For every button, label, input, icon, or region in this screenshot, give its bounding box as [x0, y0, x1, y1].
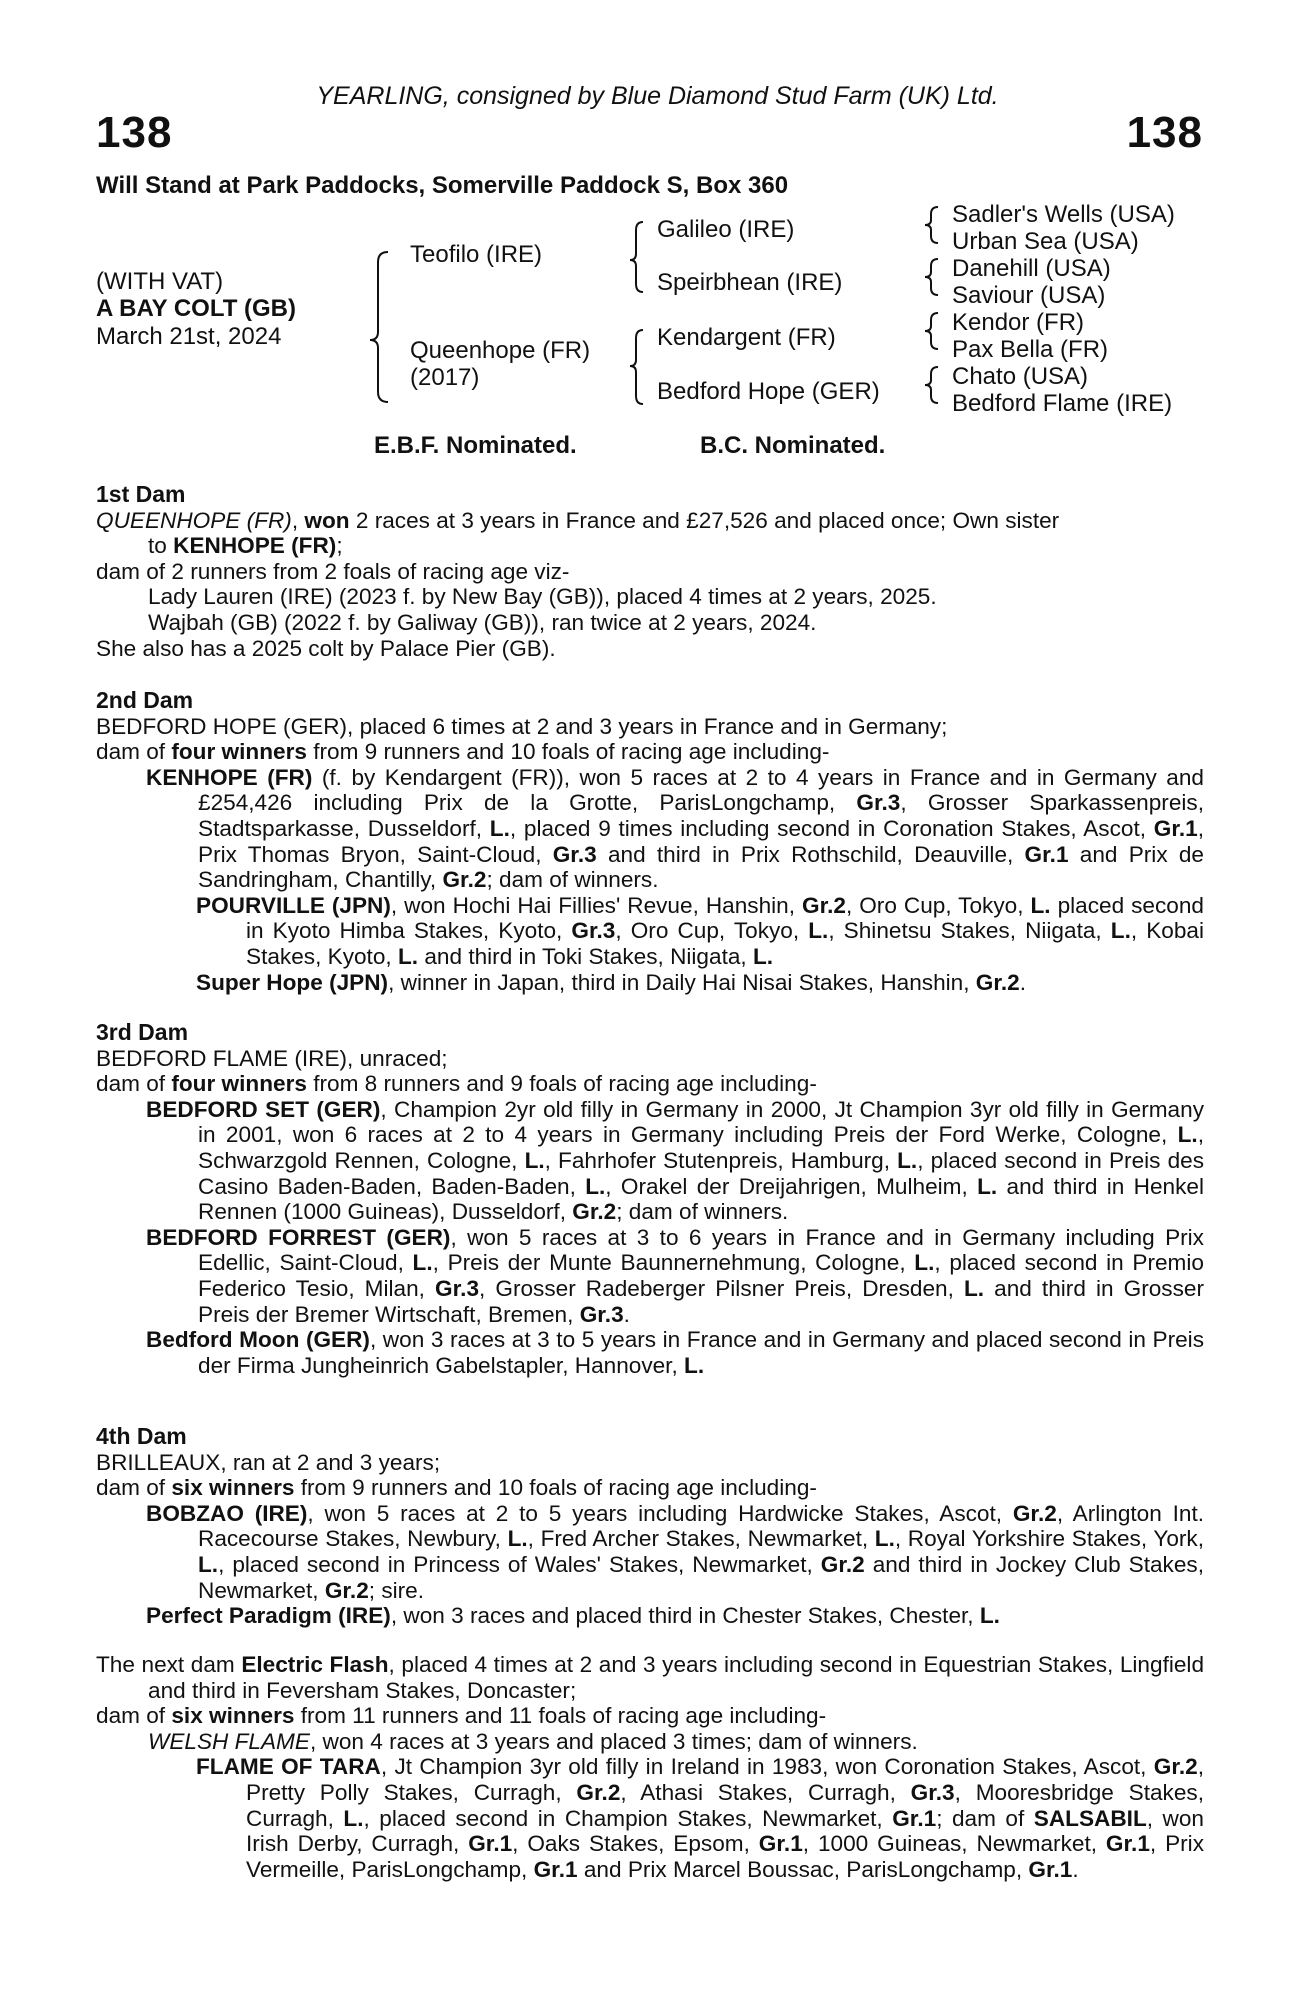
- bc-nomination: B.C. Nominated.: [700, 432, 886, 459]
- second-dam-heading: 2nd Dam: [96, 687, 194, 713]
- ped-sds: Danehill (USA): [952, 255, 1111, 282]
- ped-ssd: Urban Sea (USA): [952, 228, 1139, 255]
- ped-ddd: Bedford Flame (IRE): [952, 390, 1173, 417]
- stand-location: Will Stand at Park Paddocks, Somerville Paddock S, Box 360: [96, 172, 789, 199]
- brace-dam: [630, 330, 643, 404]
- next-dam-produce: dam of six winners from 11 runners and 11 foals of racing age including-: [96, 1703, 827, 1729]
- bedford-forrest-name: BEDFORD FORREST (GER): [146, 1224, 451, 1250]
- bedford-set-entry: BEDFORD SET (GER), Champion 2yr old filly in Germany in 2000, Jt Champion 3yr old filly in Germany in 2001, won 6 races at 2 to 4 years in Germany including Preis der Ford Werke, Cologne, L., Schwarzgold Rennen, Cologne, L., Fahrhofer Stutenpreis, Hamburg, L., placed second in Preis des Casino Baden-Baden, Baden-Baden, L., Orakel der Dreijahrigen, Mulheim, L. and third in Henkel Rennen (1000 Guineas), Dusseldorf, Gr.2; dam of winners.: [146, 1096, 1204, 1225]
- horse-name: A BAY COLT (GB): [96, 295, 297, 322]
- fourth-dam-record: BRILLEAUX, ran at 2 and 3 years;: [96, 1449, 441, 1475]
- lot-number-left: 138: [96, 108, 173, 157]
- welsh-flame-name: WELSH FLAME: [148, 1728, 310, 1754]
- second-dam-record: BEDFORD HOPE (GER), placed 6 times at 2 and 3 years in France and in Germany;: [96, 713, 948, 739]
- brace-bedfordhope: [925, 367, 938, 403]
- dam: Queenhope (FR): [410, 337, 591, 364]
- lot-number-right: 138: [1126, 108, 1203, 157]
- bobzao-entry: BOBZAO (IRE), won 5 races at 2 to 5 years including Hardwicke Stakes, Ascot, Gr.2, Arlington Int. Racecourse Stakes, Newbury, L., Fred Archer Stakes, Newmarket, L., Royal Yorkshire Stakes, York, L., placed second in Princess of Wales' Stakes, Newmarket, Gr.2 and third in Jockey Club Stakes, Newmarket, Gr.2; sire.: [146, 1500, 1204, 1603]
- super-hope-name: Super Hope (JPN): [196, 969, 389, 995]
- horse-dob: March 21st, 2024: [96, 323, 282, 350]
- bedford-moon-name: Bedford Moon (GER): [146, 1327, 370, 1353]
- third-dam-produce: dam of four winners from 8 runners and 9 foals of racing age including-: [96, 1071, 817, 1097]
- foal-1: Lady Lauren (IRE) (2023 f. by New Bay (GB)), placed 4 times at 2 years, 2025.: [148, 584, 937, 610]
- perfect-paradigm-entry: Perfect Paradigm (IRE), won 3 races and placed third in Chester Stakes, Chester, L.: [146, 1603, 1000, 1629]
- vat-note: (WITH VAT): [96, 268, 224, 295]
- brace-galileo: [925, 207, 938, 243]
- second-dam-section: [96, 688, 1204, 995]
- ped-dsd: Pax Bella (FR): [952, 336, 1109, 363]
- ped-dss: Kendor (FR): [952, 309, 1085, 336]
- ped-sss: Sadler's Wells (USA): [952, 201, 1175, 228]
- kenhope-name: KENHOPE (FR): [146, 764, 313, 790]
- ebf-nomination: E.B.F. Nominated.: [374, 432, 577, 459]
- first-dam-record: QUEENHOPE (FR), won 2 races at 3 years in France and £27,526 and placed once; Own sister to KENHOPE (FR);: [96, 507, 1060, 559]
- fourth-dam-heading: 4th Dam: [96, 1423, 187, 1449]
- first-dam-heading: 1st Dam: [96, 481, 186, 507]
- next-dam-section: [96, 1652, 1204, 1882]
- sire-dam: Speirbhean (IRE): [657, 269, 843, 296]
- pourville-name: POURVILLE (JPN): [196, 892, 391, 918]
- brace-speirbhean: [925, 259, 938, 295]
- brace-main: [370, 252, 388, 402]
- next-dam-record: The next dam Electric Flash, placed 4 times at 2 and 3 years including second in Equestrian Stakes, Lingfield and third in Feversham Stakes, Doncaster;: [96, 1652, 1205, 1703]
- brace-sire: [630, 222, 643, 292]
- third-dam-record: BEDFORD FLAME (IRE), unraced;: [96, 1045, 448, 1071]
- dam-sire: Kendargent (FR): [657, 324, 836, 351]
- kenhope-entry: KENHOPE (FR) (f. by Kendargent (FR)), won 5 races at 2 to 4 years in France and in Germany and £254,426 including Prix de la Grotte, ParisLongchamp, Gr.3, Grosser Sparkassenpreis, Stadtsparkasse, Dusseldorf, L., placed 9 times including second in Coronation Stakes, Ascot, Gr.1, Prix Thomas Bryon, Saint-Cloud, Gr.3 and third in Prix Rothschild, Deauville, Gr.1 and Prix de Sandringham, Chantilly, Gr.2; dam of winners.: [146, 764, 1204, 893]
- flame-of-tara-name: FLAME OF TARA: [196, 1754, 381, 1780]
- perfect-paradigm-name: Perfect Paradigm (IRE): [146, 1603, 391, 1629]
- first-dam-name: QUEENHOPE (FR): [96, 507, 292, 533]
- third-dam-section: [96, 1020, 1204, 1378]
- consignor-line: YEARLING, consigned by Blue Diamond Stud Farm (UK) Ltd.: [316, 82, 999, 110]
- flame-of-tara-entry: FLAME OF TARA, Jt Champion 3yr old filly in Ireland in 1983, won Coronation Stakes, Ascot, Gr.2, Pretty Polly Stakes, Curragh, Gr.2, Athasi Stakes, Curragh, Gr.3, Mooresbridge Stakes, Curragh, L., placed second in Champion Stakes, Newmarket, Gr.1; dam of SALSABIL, won Irish Derby, Curragh, Gr.1, Oaks Stakes, Epsom, Gr.1, 1000 Guineas, Newmarket, Gr.1, Prix Vermeille, ParisLongchamp, Gr.1 and Prix Marcel Boussac, ParisLongchamp, Gr.1.: [196, 1754, 1204, 1882]
- bedford-forrest-entry: BEDFORD FORREST (GER), won 5 races at 3 to 6 years in France and in Germany including Prix Edellic, Saint-Cloud, L., Preis der Munte Baunnernehmung, Cologne, L., placed second in Premio Federico Tesio, Milan, Gr.3, Grosser Radeberger Pilsner Preis, Dresden, L. and third in Grosser Preis der Bremer Wirtschaft, Bremen, Gr.3.: [146, 1224, 1204, 1327]
- bedford-set-name: BEDFORD SET (GER): [146, 1096, 381, 1122]
- pourville-entry: POURVILLE (JPN), won Hochi Hai Fillies' Revue, Hanshin, Gr.2, Oro Cup, Tokyo, L. placed second in Kyoto Himba Stakes, Kyoto, Gr.3, Oro Cup, Tokyo, L., Shinetsu Stakes, Niigata, L., Kobai Stakes, Kyoto, L. and third in Toki Stakes, Niigata, L.: [196, 892, 1204, 969]
- sire: Teofilo (IRE): [410, 241, 543, 268]
- also-has: She also has a 2025 colt by Palace Pier (GB).: [96, 635, 556, 661]
- third-dam-heading: 3rd Dam: [96, 1019, 189, 1045]
- welsh-flame-entry: WELSH FLAME, won 4 races at 3 years and placed 3 times; dam of winners.: [148, 1728, 918, 1754]
- bedford-moon-entry: Bedford Moon (GER), won 3 races at 3 to 5 years in France and in Germany and placed second in Preis der Firma Jungheinrich Gabelstapler, Hannover, L.: [146, 1327, 1205, 1378]
- fourth-dam-produce: dam of six winners from 9 runners and 10 foals of racing age including-: [96, 1475, 817, 1501]
- electric-flash-name: Electric Flash: [241, 1652, 389, 1677]
- foal-2: Wajbah (GB) (2022 f. by Galiway (GB)), ran twice at 2 years, 2024.: [148, 609, 817, 635]
- ped-sdd: Saviour (USA): [952, 282, 1106, 309]
- sire-sire: Galileo (IRE): [657, 216, 795, 243]
- own-sister: KENHOPE (FR): [173, 533, 337, 559]
- salsabil-name: SALSABIL: [1033, 1805, 1147, 1831]
- first-dam-won: won: [304, 507, 350, 533]
- brace-kendargent: [925, 313, 938, 349]
- first-dam-produce: dam of 2 runners from 2 foals of racing age viz-: [96, 558, 570, 584]
- fourth-dam-section: [96, 1424, 1204, 1629]
- super-hope-entry: Super Hope (JPN), winner in Japan, third in Daily Hai Nisai Stakes, Hanshin, Gr.2.: [196, 969, 1027, 995]
- first-dam-section: [96, 482, 1204, 661]
- dam-dam: Bedford Hope (GER): [657, 378, 880, 405]
- ped-dds: Chato (USA): [952, 363, 1089, 390]
- second-dam-produce: dam of four winners from 9 runners and 10 foals of racing age including-: [96, 739, 830, 765]
- bobzao-name: BOBZAO (IRE): [146, 1500, 308, 1526]
- dam-year: (2017): [410, 364, 480, 391]
